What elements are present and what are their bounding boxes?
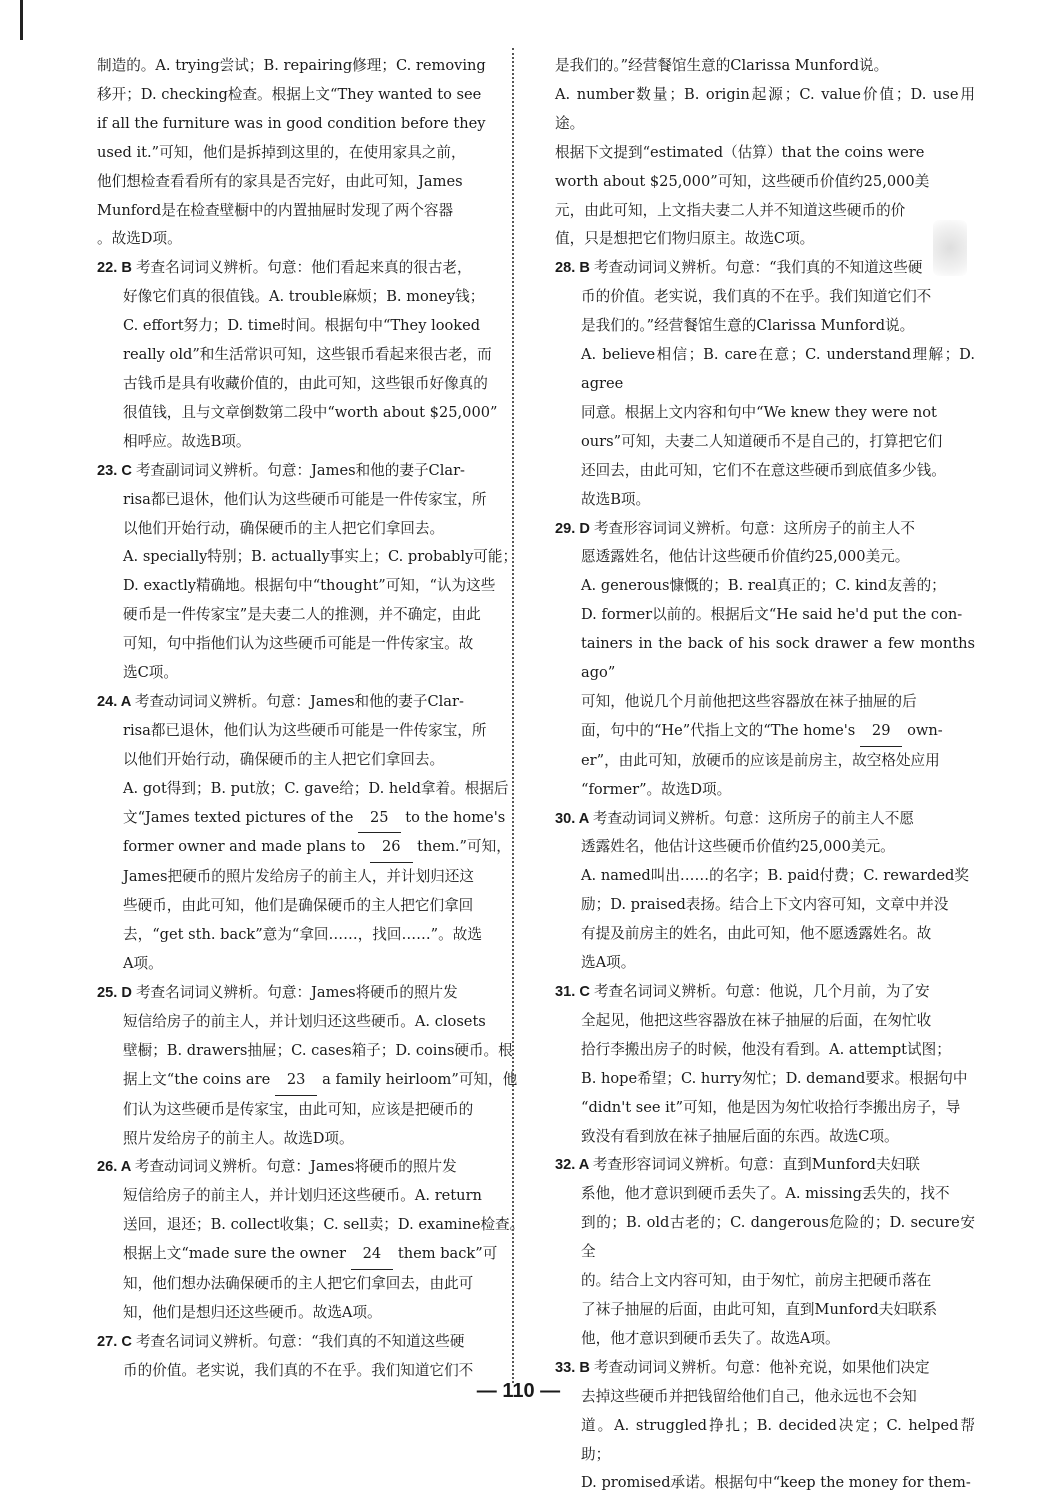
text-line: 面，句中的“He”代指上文的“The home's 29 own- bbox=[555, 717, 975, 747]
text-line: if all the furniture was in good condition before they bbox=[97, 114, 486, 132]
text-line: 币的价值。老实说，我们真的不在乎。我们知道它们不 bbox=[123, 1361, 474, 1379]
text-line: 25. D 考查名词词义辨析。句意：James将硬币的照片发 bbox=[97, 984, 458, 1001]
text-line: 28. B 考查动词词义辨析。句意：“我们真的不知道这些硬 bbox=[555, 259, 923, 277]
text-line: 选A项。 bbox=[581, 954, 636, 972]
question-number: 33. B bbox=[555, 1359, 594, 1376]
text-line: A. named叫出……的名字；B. paid付费；C. rewarded奖 bbox=[581, 867, 969, 885]
text-line: 可知，他说几个月前他把这些容器放在袜子抽屉的后 bbox=[581, 692, 917, 710]
text-line: Munford是在检查壁橱中的内置抽屉时发现了两个容器 bbox=[97, 201, 454, 219]
text-line: 好像它们真的很值钱。A. trouble麻烦；B. money钱； bbox=[123, 288, 485, 306]
text-line: 古钱币是具有收藏价值的，由此可知，这些银币好像真的 bbox=[123, 374, 488, 392]
text-line: 送回，退还；B. collect收集；C. sell卖；D. examine检查。 bbox=[123, 1216, 525, 1234]
answer-entry bbox=[97, 979, 529, 1153]
column-divider bbox=[512, 48, 514, 1383]
text-line: 27. C 考查名词词义辨析。句意：“我们真的不知道这些硬 bbox=[97, 1332, 465, 1350]
text-line: really old”和生活常识可知，这些银币看起来很古老，而 bbox=[123, 346, 492, 364]
text-line: 据上文“the coins are 23 a family heirloom”可知，他 bbox=[97, 1066, 529, 1096]
text-line: 相呼应。故选B项。 bbox=[123, 432, 251, 450]
text-line: 壁橱；B. drawers抽屉；C. cases箱子；D. coins硬币。根 bbox=[123, 1041, 513, 1059]
text-line: 拾行李搬出房子的时候，他没有看到。A. attempt试图； bbox=[581, 1040, 951, 1058]
answer-entry bbox=[555, 978, 975, 1151]
blank-number: 23 bbox=[275, 1066, 318, 1096]
text-line: 33. B 考查动词词义辨析。句意：他补充说，如果他们决定 bbox=[555, 1358, 930, 1376]
answer-entry bbox=[555, 1354, 975, 1498]
text-line: 们认为这些硬币是传家宝，由此可知，应该是把硬币的 bbox=[123, 1100, 474, 1118]
text-line: D. exactly精确地。根据句中“thought”可知，“认为这些 bbox=[123, 577, 496, 595]
stamp-smudge bbox=[933, 220, 967, 276]
text-line: 同意。根据上文内容和句中“We knew they were not bbox=[581, 403, 937, 421]
text-line: 可知，句中指他们认为这些硬币可能是一件传家宝。故 bbox=[123, 635, 474, 653]
text-line: 故选B项。 bbox=[581, 490, 651, 508]
text-line: 32. A 考查形容词词义辨析。句意：直到Munford夫妇联 bbox=[555, 1156, 920, 1174]
text-line: 知，他们想办法确保硬币的主人把它们拿回去，由此可 bbox=[123, 1275, 474, 1293]
text-line: 照片发给房子的前主人。故选D项。 bbox=[123, 1129, 354, 1147]
text-line: tainers in the back of his sock drawer a few months ago” bbox=[581, 635, 975, 682]
text-line: 币的价值。老实说，我们真的不在乎。我们知道它们不 bbox=[581, 288, 932, 306]
text-line: 全起见，他把这些容器放在袜子抽屉的后面，在匆忙收 bbox=[581, 1011, 932, 1029]
text-line: 23. C 考查副词词义辨析。句意：James和他的妻子Clar- bbox=[97, 461, 465, 479]
text-line: 致没有看到放在袜子抽屉后面的东西。故选C项。 bbox=[581, 1127, 899, 1145]
text-line: worth about $25,000”可知，这些硬币价值约25,000美 bbox=[555, 172, 930, 190]
blank-number: 24 bbox=[351, 1240, 394, 1270]
text-line: A. got得到；B. put放；C. gave给；D. held拿着。根据后 bbox=[123, 779, 509, 797]
question-number: 32. A bbox=[555, 1157, 593, 1174]
text-line: 31. C 考查名词词义辨析。句意：他说，几个月前，为了安 bbox=[555, 983, 930, 1000]
left-column bbox=[97, 52, 529, 1386]
text-line: 去掉这些硬币并把钱留给他们自己，他永远也不会知 bbox=[581, 1387, 917, 1405]
question-number: 25. D bbox=[97, 985, 136, 1001]
text-line: 是我们的。”经营餐馆生意的Clarissa Munford说。 bbox=[555, 57, 889, 74]
answer-entry bbox=[555, 1151, 975, 1353]
answer-entry bbox=[97, 254, 529, 456]
answer-entry bbox=[555, 52, 975, 254]
text-line: 值，只是想把它们物归原主。故选C项。 bbox=[555, 230, 815, 248]
text-line: “didn't see it”可知，他是因为匆忙收拾行李搬出房子，导 bbox=[581, 1098, 961, 1116]
question-number: 29. D bbox=[555, 520, 594, 537]
text-line: 以他们开始行动，确保硬币的主人把它们拿回去。 bbox=[123, 750, 445, 768]
question-number: 31. C bbox=[555, 984, 594, 1000]
text-line: 去，“get sth. back”意为“拿回……，找回……”。故选 bbox=[123, 926, 482, 944]
text-line: A项。 bbox=[123, 955, 163, 973]
text-line: 到的；B. old古老的；C. dangerous危险的；D. secure安全 bbox=[581, 1214, 975, 1261]
text-line: 短信给房子的前主人，并计划归还这些硬币。A. closets bbox=[123, 1012, 486, 1030]
text-line: 他，他才意识到硬币丢失了。故选A项。 bbox=[581, 1329, 840, 1347]
text-line: D. former以前的。根据后文“He said he'd put the con- bbox=[581, 606, 963, 624]
blank-number: 25 bbox=[358, 804, 401, 834]
text-line: C. effort努力；D. time时间。根据句中“They looked bbox=[123, 317, 481, 335]
text-line: 22. B 考查名词词义辨析。句意：他们看起来真的很古老， bbox=[97, 259, 472, 277]
text-line: 根据下文提到“estimated（估算）that the coins were bbox=[555, 143, 925, 161]
text-line: James把硬币的照片发给房子的前主人，并计划归还这 bbox=[123, 868, 474, 886]
text-line: A. generous慷慨的；B. real真正的；C. kind友善的； bbox=[581, 577, 946, 595]
text-line: “former”。故选D项。 bbox=[581, 780, 732, 798]
question-number: 30. A bbox=[555, 810, 593, 827]
answer-entry bbox=[97, 1328, 529, 1386]
text-line: risa都已退休，他们认为这些硬币可能是一件传家宝，所 bbox=[123, 490, 487, 508]
text-line: 文“James texted pictures of the 25 to the home's bbox=[97, 804, 529, 834]
question-number: 27. C bbox=[97, 1333, 136, 1350]
answer-entry bbox=[555, 515, 975, 805]
text-line: former owner and made plans to 26 them.”可知， bbox=[97, 833, 529, 863]
text-line: B. hope希望；C. hurry匆忙；D. demand要求。根据句中 bbox=[581, 1069, 968, 1087]
text-line: 知，他们是想归还这些硬币。故选A项。 bbox=[123, 1303, 382, 1321]
text-line: 的。结合上文内容可知，由于匆忙，前房主把硬币落在 bbox=[581, 1272, 932, 1290]
text-line: ours”可知，夫妻二人知道硬币不是自己的，打算把它们 bbox=[581, 432, 943, 450]
text-line: 道。A. struggled挣扎；B. decided决定；C. helped帮助； bbox=[581, 1416, 975, 1463]
answer-entry bbox=[97, 52, 529, 254]
text-line: 短信给房子的前主人，并计划归还这些硬币。A. return bbox=[123, 1187, 482, 1205]
text-line: 以他们开始行动，确保硬币的主人把它们拿回去。 bbox=[123, 519, 445, 537]
right-column bbox=[555, 52, 975, 1498]
answer-entry bbox=[97, 688, 529, 979]
text-line: 还回去，由此可知，它们不在意这些硬币到底值多少钱。 bbox=[581, 461, 946, 479]
text-line: A. specially特别；B. actually事实上；C. probably可能； bbox=[123, 548, 518, 566]
text-line: A. believe相信；B. care在意；C. understand理解；D. agree bbox=[581, 346, 975, 392]
text-line: 硬币是一件传家宝”是夫妻二人的推测，并不确定，由此 bbox=[123, 606, 481, 624]
answer-entry bbox=[97, 1153, 529, 1327]
margin-mark bbox=[20, 0, 23, 40]
text-line: 了袜子抽屉的后面，由此可知，直到Munford夫妇联系 bbox=[581, 1300, 938, 1318]
text-line: er”，由此可知，放硬币的应该是前房主，故空格处应用 bbox=[581, 751, 940, 769]
text-line: D. promised承诺。根据句中“keep the money for them- bbox=[581, 1474, 971, 1492]
question-number: 28. B bbox=[555, 260, 594, 277]
blank-number: 26 bbox=[370, 833, 413, 863]
text-line: 愿透露姓名，他估计这些硬币价值约25,000美元。 bbox=[581, 548, 910, 566]
text-line: 移开；D. checking检查。根据上文“They wanted to see bbox=[97, 85, 482, 103]
text-line: 29. D 考查形容词词义辨析。句意：这所房子的前主人不 bbox=[555, 519, 916, 537]
text-line: 制造的。A. trying尝试；B. repairing修理；C. removing bbox=[97, 57, 486, 74]
question-number: 26. A bbox=[97, 1159, 135, 1176]
text-line: 有提及前房主的姓名，由此可知，他不愿透露姓名。故 bbox=[581, 925, 932, 943]
text-line: 他们想检查看看所有的家具是否完好，由此可知，James bbox=[97, 172, 463, 190]
text-line: 24. A 考查动词词义辨析。句意：James和他的妻子Clar- bbox=[97, 692, 464, 710]
question-number: 24. A bbox=[97, 693, 135, 710]
text-line: 选C项。 bbox=[123, 664, 178, 682]
text-line: 26. A 考查动词词义辨析。句意：James将硬币的照片发 bbox=[97, 1158, 457, 1176]
text-line: used it.”可知，他们是拆掉到这里的，在使用家具之前， bbox=[97, 143, 466, 161]
text-line: 元，由此可知，上文指夫妻二人并不知道这些硬币的价 bbox=[555, 201, 906, 219]
text-line: risa都已退休，他们认为这些硬币可能是一件传家宝，所 bbox=[123, 721, 487, 739]
text-line: 励；D. praised表扬。结合上下文内容可知，文章中并没 bbox=[581, 896, 949, 914]
answer-entry bbox=[555, 254, 975, 514]
question-number: 23. C bbox=[97, 462, 136, 479]
blank-number: 29 bbox=[860, 717, 903, 747]
text-line: 系他，他才意识到硬币丢失了。A. missing丢失的，找不 bbox=[581, 1185, 950, 1203]
text-line: 透露姓名，他估计这些硬币价值约25,000美元。 bbox=[581, 838, 895, 856]
text-line: 根据上文“made sure the owner 24 them back”可 bbox=[97, 1240, 529, 1270]
answer-entry bbox=[97, 457, 529, 688]
text-line: 。故选D项。 bbox=[97, 230, 182, 248]
answer-entry bbox=[555, 805, 975, 978]
page-number: — 110 — bbox=[476, 1380, 561, 1402]
text-line: 些硬币，由此可知，他们是确保硬币的主人把它们拿回 bbox=[123, 897, 474, 915]
text-line: A. number数量；B. origin起源；C. value价值；D. use用途。 bbox=[555, 85, 975, 132]
text-line: 30. A 考查动词词义辨析。句意：这所房子的前主人不愿 bbox=[555, 809, 914, 827]
question-number: 22. B bbox=[97, 260, 136, 277]
text-line: 是我们的。”经营餐馆生意的Clarissa Munford说。 bbox=[581, 317, 915, 335]
text-line: 很值钱，且与文章倒数第二段中“worth about $25,000” bbox=[123, 403, 498, 421]
